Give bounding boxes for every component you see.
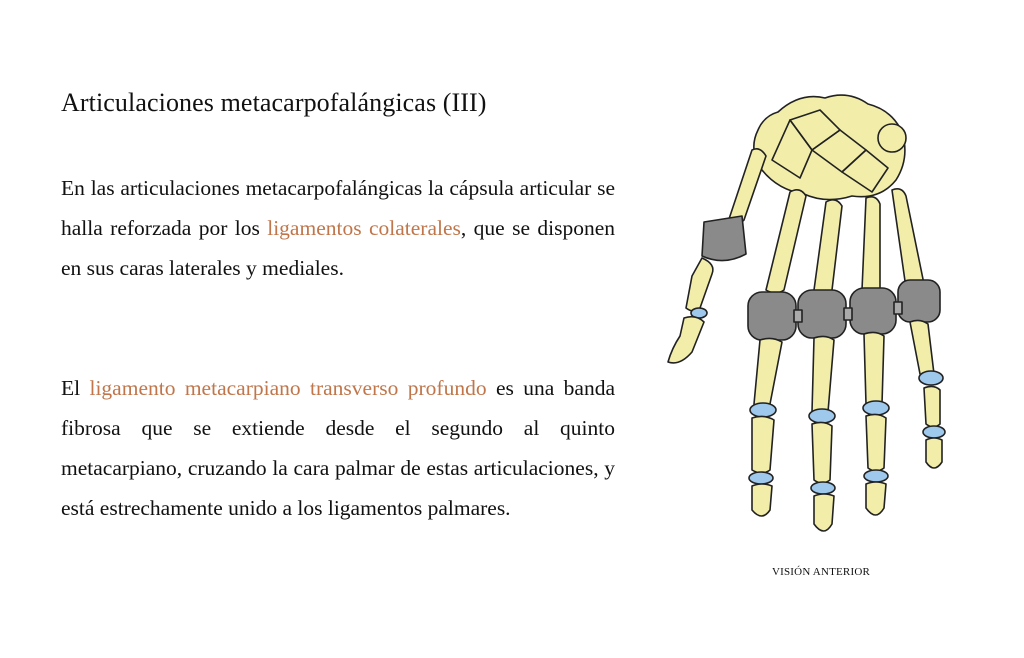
distal-phalanges — [752, 438, 942, 531]
pip-cartilage — [750, 371, 943, 423]
middle-phalanges — [752, 386, 940, 483]
paragraph2-text-after: es una banda fibrosa que se extiende desde el segundo al quinto metacarpiano, cruzando la cara palmar de estas articulaciones, y está estrechamente unido a los ligamentos palmares. — [61, 376, 615, 520]
hand-skeleton-illustration — [660, 80, 960, 550]
paragraph-collateral-ligaments — [61, 168, 615, 288]
paragraph1-text-after: , que se disponen en sus caras laterales y mediales. — [61, 216, 616, 280]
page-title: Articulaciones metacarpofalángicas (III) — [61, 88, 487, 117]
carpal-bones — [754, 95, 906, 199]
highlight-transverse-ligament: ligamento metacarpiano transverso profundo — [89, 376, 487, 400]
dip-cartilage — [749, 426, 945, 494]
paragraph1-text-before: En las articulaciones metacarpofalángicas la cápsula articular se halla reforzada por los — [61, 176, 615, 240]
highlight-collateral-ligaments: ligamentos colaterales — [267, 216, 461, 240]
figure-caption: VISIÓN ANTERIOR — [771, 566, 871, 578]
metacarpal-bones — [766, 189, 924, 293]
paragraph2-text-before: El — [61, 376, 90, 400]
paragraph-transverse-ligament — [61, 368, 615, 528]
